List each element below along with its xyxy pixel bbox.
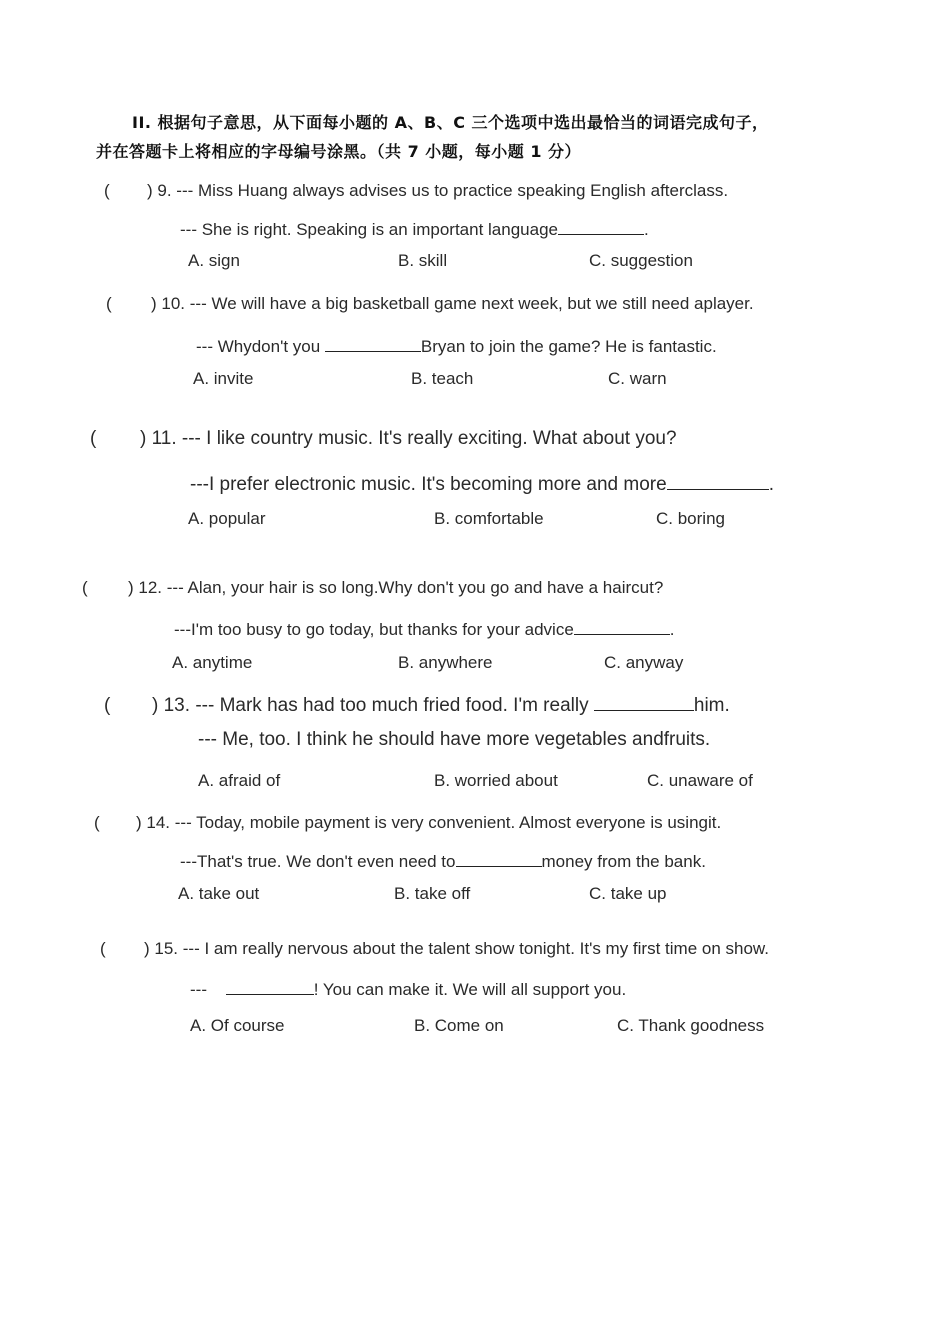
option-13-c: C. unaware of — [647, 771, 753, 790]
option-14-c: C. take up — [589, 884, 667, 903]
option-13-b: B. worried about — [434, 771, 558, 790]
question-10-line-2-start: --- Whydon't you — [196, 336, 321, 356]
question-10-number: ) 10. — [151, 294, 186, 313]
question-9-line-2-start: --- She is right. Speaking is an important language — [180, 219, 558, 239]
question-15-line-1: --- I am really nervous about the talent show tonight. It's my first time on show. — [182, 939, 769, 958]
answer-blank-15 — [226, 976, 314, 995]
question-14-line-1: --- Today, mobile payment is very convenient. Almost everyone is usingit. — [174, 813, 722, 832]
option-9-a: A. sign — [188, 251, 240, 270]
question-11-line-1: --- I like country music. It's really exciting. What about you? — [181, 428, 677, 449]
question-9-line-1: --- Miss Huang always advises us to practice speaking English afterclass. — [176, 181, 729, 200]
answer-paren-9[interactable]: ( — [104, 181, 110, 200]
question-12-stem — [82, 578, 663, 598]
question-9-line-2-end: . — [643, 219, 649, 239]
answer-blank-14 — [456, 848, 542, 867]
question-13-line-2: --- Me, too. I think he should have more vegetables andfruits. — [198, 729, 711, 750]
question-12-line-1: --- Alan, your hair is so long.Why don't you go and have a haircut? — [166, 578, 664, 597]
instruction-line-2: 并在答题卡上将相应的字母编号涂黑。（共 7 小题，每小题 1 分） — [96, 142, 582, 161]
question-9-stem — [104, 181, 728, 201]
question-10-line-2 — [196, 333, 717, 357]
question-10-line-1: --- We will have a big basketball game next week, but we still need aplayer. — [189, 294, 754, 313]
question-13-line-1-start: --- Mark has had too much fried food. I'm really — [195, 694, 589, 716]
question-15-line-2-start: --- — [190, 979, 207, 999]
option-9-b: B. skill — [398, 251, 448, 270]
question-15-line-2 — [190, 976, 626, 1000]
question-15-number: ) 15. — [144, 939, 179, 958]
answer-paren-12[interactable]: ( — [82, 578, 88, 597]
question-14-line-2-start: ---That's true. We don't even need to — [180, 851, 456, 871]
question-12-number: ) 12. — [128, 578, 163, 597]
question-13-line-1-end: him. — [693, 694, 730, 716]
option-14-a: A. take out — [178, 884, 260, 903]
answer-paren-15[interactable]: ( — [100, 939, 106, 958]
option-12-a: A. anytime — [172, 653, 253, 672]
option-13-a: A. afraid of — [198, 771, 281, 790]
option-15-b: B. Come on — [414, 1016, 504, 1035]
answer-paren-11[interactable]: ( — [90, 428, 97, 449]
option-10-a: A. invite — [193, 369, 254, 388]
option-14-b: B. take off — [394, 884, 471, 903]
question-11-stem — [90, 428, 677, 450]
question-14-number: ) 14. — [136, 813, 171, 832]
option-11-a: A. popular — [188, 509, 266, 528]
option-10-c: C. warn — [608, 369, 667, 388]
question-12-line-2-start: ---I'm too busy to go today, but thanks for your advice — [174, 619, 574, 639]
question-11-line-2 — [190, 469, 774, 496]
option-10-b: B. teach — [411, 369, 474, 388]
answer-paren-10[interactable]: ( — [106, 294, 112, 313]
question-13-number: ) 13. — [152, 694, 191, 716]
question-12-line-2-end: . — [669, 619, 675, 639]
question-12-line-2 — [174, 616, 675, 640]
question-11-number: ) 11. — [140, 428, 177, 449]
question-10-line-2-end: Bryan to join the game? He is fantastic. — [420, 336, 717, 356]
option-11-b: B. comfortable — [434, 509, 544, 528]
question-14-stem — [94, 813, 721, 833]
answer-blank-13 — [594, 690, 694, 711]
answer-blank-11 — [667, 469, 769, 490]
option-12-b: B. anywhere — [398, 653, 493, 672]
answer-paren-14[interactable]: ( — [94, 813, 100, 832]
question-11-line-2-end: . — [768, 473, 774, 495]
option-15-a: A. Of course — [190, 1016, 285, 1035]
answer-blank-10 — [325, 333, 421, 352]
question-9-line-2 — [180, 216, 649, 240]
option-11-c: C. boring — [656, 509, 725, 528]
option-12-c: C. anyway — [604, 653, 684, 672]
question-9-number: ) 9. — [147, 181, 172, 200]
question-13-stem — [104, 690, 730, 717]
option-15-c: C. Thank goodness — [617, 1016, 765, 1035]
option-9-c: C. suggestion — [589, 251, 693, 270]
answer-paren-13[interactable]: ( — [104, 694, 111, 716]
question-14-line-2 — [180, 848, 706, 872]
question-15-line-2-end: ! You can make it. We will all support you. — [313, 979, 627, 999]
question-10-stem — [106, 294, 754, 314]
question-11-line-2-start: ---I prefer electronic music. It's becoming more and more — [190, 473, 667, 495]
instruction-line-1: II. 根据句子意思，从下面每小题的 A、B、C 三个选项中选出最恰当的词语完成句子， — [132, 113, 769, 132]
answer-blank-12 — [574, 616, 670, 635]
question-14-line-2-end: money from the bank. — [541, 851, 706, 871]
answer-blank-9 — [558, 216, 644, 235]
question-15-stem — [100, 939, 769, 959]
